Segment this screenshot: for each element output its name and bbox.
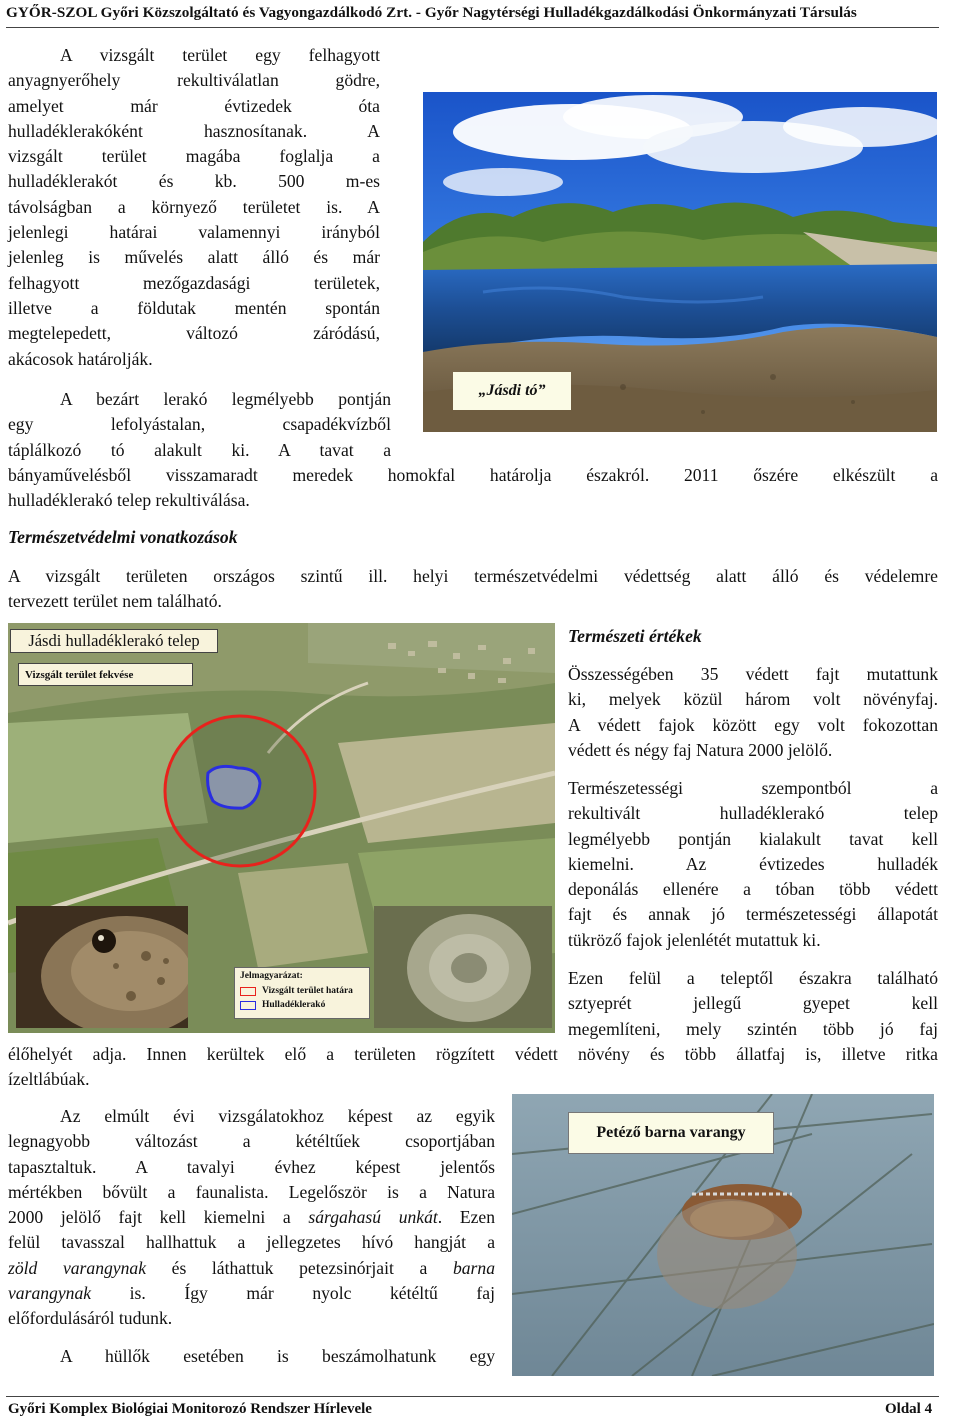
intro-paragraph xyxy=(8,43,380,372)
text-line: legmélyebb pontján kialakult tavat kell xyxy=(568,828,938,849)
text-line: ízeltlábúak. xyxy=(8,1069,90,1090)
text-line: akácosok határolják. xyxy=(8,348,153,369)
text-line: kiemelni. Az évtizedes hulladék xyxy=(568,853,938,874)
text-line: hulladéklerakó telep rekultiválása. xyxy=(8,490,250,511)
text-run: . Ezen xyxy=(437,1207,496,1228)
values-paragraph-3-full xyxy=(8,1042,938,1093)
text-line: A vizsgált területen országos szintű ill. helyi természetvédelmi védettség alatt álló és védelemre xyxy=(8,566,938,586)
text-line: A védett fajok között egy volt fokozottan xyxy=(568,714,938,735)
toad-inset-photo xyxy=(16,906,188,1028)
text-line: tükröző fajok jelenlétét mutattuk ki. xyxy=(568,929,821,950)
legend-item-study-area xyxy=(240,986,364,996)
text-line: megtelepedett, változó záródású, xyxy=(8,323,380,344)
text-line xyxy=(8,1129,495,1154)
text-line xyxy=(8,1306,495,1331)
species-name: sárgahasú unkát xyxy=(308,1207,438,1228)
map-legend xyxy=(234,967,370,1019)
text-line: Ezen felül a teleptől északra található xyxy=(568,968,938,988)
text-line: tervezett terület nem található. xyxy=(8,591,222,612)
map-subtitle: Vizsgált terület fekvése xyxy=(18,663,193,686)
text-line xyxy=(8,1155,495,1180)
text-line: jelenlegi határai valamennyi irányból xyxy=(8,222,380,243)
values-paragraph-3-narrow xyxy=(568,966,938,1042)
text-line xyxy=(8,1205,495,1230)
lake-paragraph-full xyxy=(8,463,938,514)
text-line xyxy=(8,1104,495,1129)
text-run: A hüllők esetében is beszámolhatunk egy xyxy=(60,1346,495,1366)
text-line: rekultivált hulladéklerakó telep xyxy=(568,803,938,824)
nature-paragraph xyxy=(8,564,938,615)
text-line: felhagyott mezőgazdasági területek, xyxy=(8,272,380,293)
text-line: Természetességi szempontból a xyxy=(568,778,938,798)
map-title: Jásdi hulladéklerakó telep xyxy=(10,629,218,653)
legend-label: Hulladéklerakó xyxy=(262,1000,326,1010)
text-run: felül tavasszal hallhattuk a jellegzetes hívó hangját a xyxy=(8,1232,495,1253)
text-line: védett és négy faj Natura 2000 jelölő. xyxy=(568,739,833,760)
text-line: illetve a földutak mentén spontán xyxy=(8,297,380,318)
legend-item-landfill xyxy=(240,1000,364,1010)
amphibians-paragraph xyxy=(8,1104,495,1332)
text-line: élőhelyét adja. Innen kerültek elő a területen rögzített védett növény és több állatfaj is, illetve ritka xyxy=(8,1044,938,1064)
text-line xyxy=(8,1344,495,1369)
text-line xyxy=(8,1281,495,1306)
text-line: távolságban a környező területet is. A xyxy=(8,196,380,217)
text-line: deponálás ellenére a tóban több védett xyxy=(568,879,938,900)
stone-inset-photo xyxy=(374,906,552,1028)
species-name: varangynak xyxy=(8,1283,92,1304)
aerial-map xyxy=(8,623,555,1033)
text-line: jelenleg is művelés alatt álló és már xyxy=(8,247,380,268)
text-line: fajt és annak jó természetességi állapotát xyxy=(568,904,938,925)
text-line: megemlíteni, mely szintén több jó faj xyxy=(568,1018,938,1039)
lake-paragraph-narrow xyxy=(8,387,391,463)
text-line: Összességében 35 védett fajt mutattunk xyxy=(568,664,938,684)
text-run: is. Így már nyolc kétéltű faj xyxy=(91,1283,495,1304)
footer-title: Győri Komplex Biológiai Monitorozó Rendszer Hírlevele xyxy=(8,1401,372,1417)
text-line xyxy=(8,1230,495,1255)
text-line: ki, melyek közül három volt növényfaj. xyxy=(568,689,938,710)
values-paragraph-1 xyxy=(568,662,938,763)
text-line: A bezárt lerakó legmélyebb pontján xyxy=(60,389,391,409)
text-run: mértékben bővült a faunalista. Legelőször is a Natura xyxy=(8,1181,495,1202)
text-run: Az elmúlt évi vizsgálatokhoz képest az egyik xyxy=(60,1106,495,1126)
text-line: A vizsgált terület egy felhagyott xyxy=(60,45,380,65)
text-line: hulladéklerakóként hasznosítanak. A xyxy=(8,120,380,141)
values-paragraph-2 xyxy=(568,776,938,953)
text-run: előfordulásáról tudunk. xyxy=(8,1308,173,1329)
legend-label: Vizsgált terület határa xyxy=(262,986,353,996)
text-run: 2000 jelölő fajt kell kiemelni a xyxy=(8,1207,309,1228)
text-line: amelyet már évtizedek óta xyxy=(8,95,380,116)
text-line: vizsgált terület magába foglalja a xyxy=(8,146,380,167)
text-run: legnagyobb változást a kétéltűek csoportjában xyxy=(8,1131,495,1152)
legend-title: Jelmagyarázat: xyxy=(240,971,303,981)
toad-photo-caption: Petéző barna varangy xyxy=(568,1112,774,1154)
text-line: anyagnyerőhely rekultiválatlan gödre, xyxy=(8,70,380,91)
text-line xyxy=(8,1256,495,1281)
text-line xyxy=(8,1180,495,1205)
text-line: hulladéklerakót és kb. 500 m-es xyxy=(8,171,380,192)
text-line: sztyeprét jellegű gyepet kell xyxy=(568,993,938,1014)
species-name: zöld varangynak xyxy=(8,1257,147,1278)
section-heading-nature: Természetvédelmi vonatkozások xyxy=(8,527,238,547)
section-heading-values: Természeti értékek xyxy=(568,626,702,646)
text-run: és láthattuk petezsinórjait a xyxy=(146,1257,453,1278)
text-line: táplálkozó tó alakult ki. A tavat a xyxy=(8,439,391,460)
lake-photo-caption: „Jásdi tó” xyxy=(453,372,571,410)
text-line: bányaművelésből visszamaradt meredek homokfal határolja északról. 2011 őszére elkészült a xyxy=(8,465,938,485)
legend-swatch-red xyxy=(240,987,256,996)
reptiles-paragraph xyxy=(8,1344,495,1369)
footer-divider xyxy=(6,1396,939,1397)
text-line: egy lefolyástalan, csapadékvízből xyxy=(8,414,391,435)
header-divider xyxy=(6,27,939,28)
toad-photo xyxy=(512,1094,934,1376)
legend-swatch-blue xyxy=(240,1001,256,1010)
page-header: GYŐR-SZOL Győri Közszolgáltató és Vagyongazdálkodó Zrt. - Győr Nagytérségi Hulladékgazdálkodási Önkormányzati Társulás xyxy=(6,4,857,21)
text-run: tapasztaltuk. A tavalyi évhez képest jelentős xyxy=(8,1156,495,1177)
page-number: Oldal 4 xyxy=(885,1401,933,1417)
species-name: barna xyxy=(452,1257,495,1278)
lake-photo xyxy=(423,92,937,432)
